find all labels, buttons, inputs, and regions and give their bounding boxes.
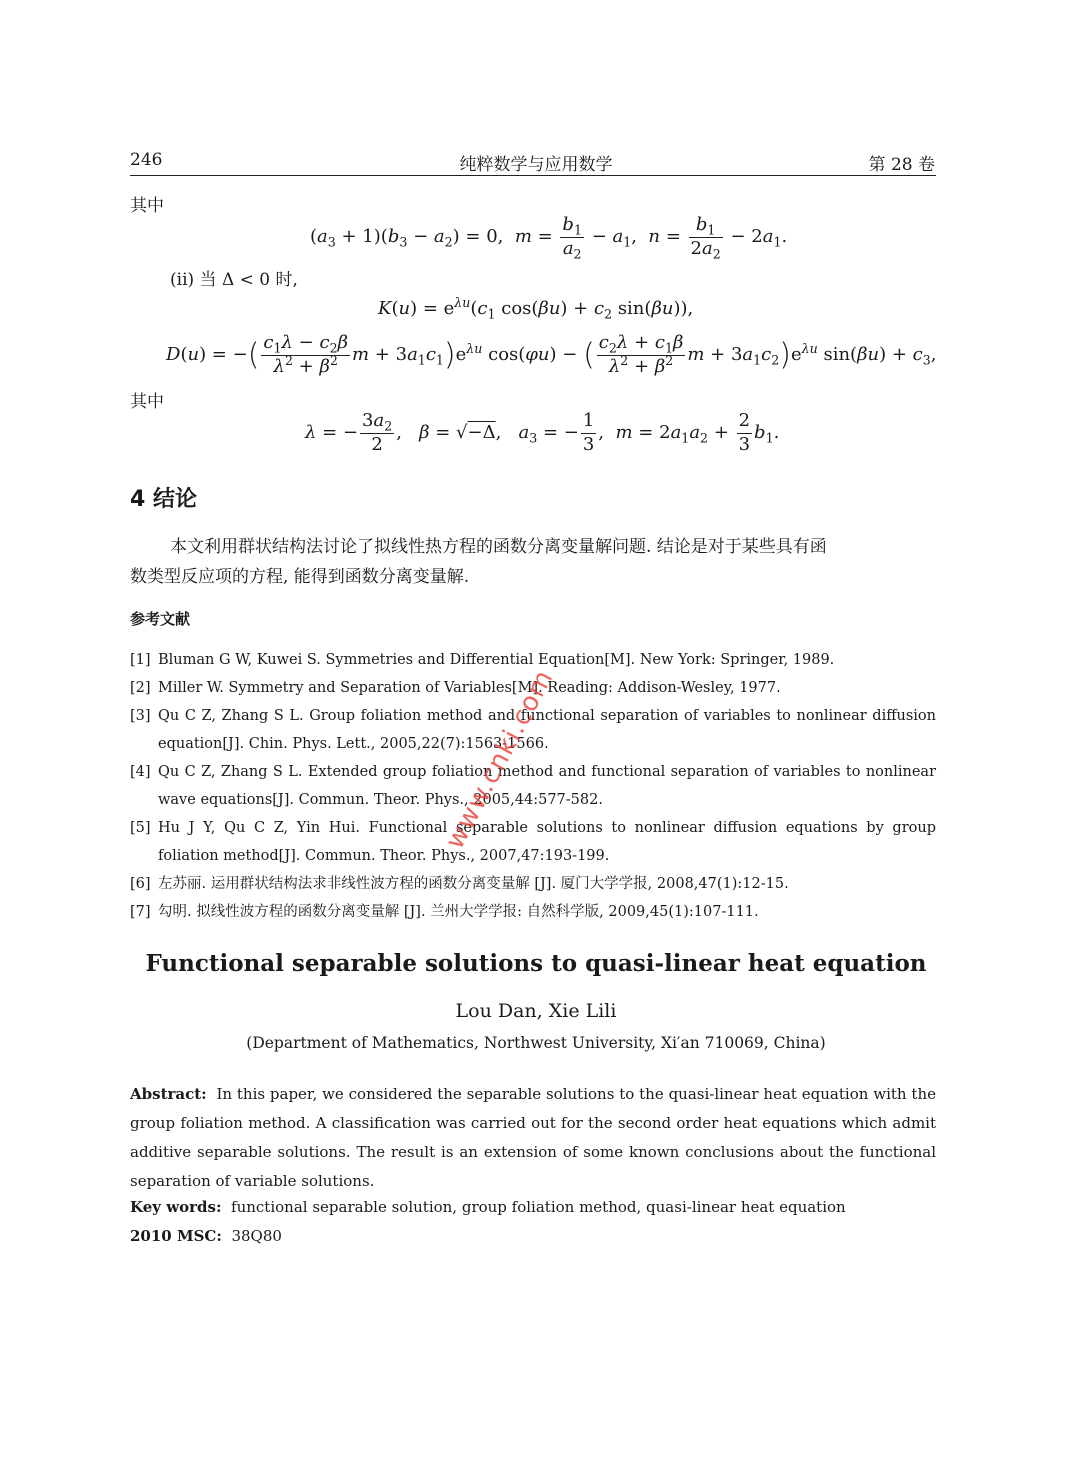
reference-text: 左苏丽. 运用群状结构法求非线性波方程的函数分离变量解 [J]. 厦门大学学报, 2008,47(1):12-15. (158, 876, 789, 892)
reference-number: [4] (130, 764, 151, 780)
abstract-text: In this paper, we considered the separable solutions to the quasi-linear heat equation with the group foliation method. A classification was carried out for the second order heat equations which admit additive separable solutions. The result is an extension of some known conclusions about the functional separation of variable solutions. (130, 1085, 936, 1190)
case-ii-label: (ii) 当 Δ < 0 时, (170, 270, 298, 290)
english-authors: Lou Dan, Xie Lili (455, 1000, 617, 1022)
reference-number: [1] (130, 652, 151, 668)
keywords-text: functional separable solution, group foliation method, quasi-linear heat equation (231, 1198, 846, 1216)
equation-k: $K(u) = e^{\lambda u}(c_1$ $\cos(\beta u) + c_2$ sin(βu)), (378, 295, 694, 322)
reference-number: [5] (130, 820, 151, 836)
reference-text: 勾明. 拟线性波方程的函数分离变量解 [J]. 兰州大学学报: 自然科学版, 2009,45(1):107-111. (158, 904, 759, 920)
english-title: Functional separable solutions to quasi-linear heat equation (145, 950, 927, 977)
header-rule (130, 175, 936, 176)
reference-item (130, 758, 936, 814)
equation-d: D(u) = −( $\frac{c_1\lambda - c_2\beta}{\lambda^2 + \beta^2}$ $m + 3a_1c_1)e^{\lambda u}$ cos(φu) − ( $\frac{c_2\lambda + c_1\beta}{\lambda^2 + \beta^2}$ $m + 3a_1c_2)e^{\lambda u}$ $\sin(\beta u) + c_3$, (166, 332, 937, 377)
conclusion-line-1: 本文利用群状结构法讨论了拟线性热方程的函数分离变量解问题. 结论是对于某些具有函 (170, 537, 827, 557)
reference-text: Bluman G W, Kuwei S. Symmetries and Differential Equation[M]. New York: Springer, 1989. (158, 652, 835, 668)
msc-text: 38Q80 (231, 1227, 282, 1245)
reference-number: [6] (130, 876, 151, 892)
reference-text: Miller W. Symmetry and Separation of Variables[M]. Reading: Addison-Wesley, 1977. (158, 680, 781, 696)
keywords-label: Key words: (130, 1198, 222, 1216)
section-title: 4 结论 (130, 487, 197, 512)
reference-number: [7] (130, 904, 151, 920)
abstract (130, 1080, 936, 1196)
journal-name: 纯粹数学与应用数学 (459, 155, 613, 175)
msc-label: 2010 MSC: (130, 1227, 222, 1245)
english-affiliation: (Department of Mathematics, Northwest University, Xi′an 710069, China) (246, 1034, 826, 1052)
reference-item (130, 898, 936, 926)
reference-text: Hu J Y, Qu C Z, Yin Hui. Functional separable solutions to nonlinear diffusion equations by group foliation method[J]. Commun. Theor. Phys., 2007,47:193-199. (158, 820, 936, 864)
volume-label: 第 28 卷 (868, 155, 935, 175)
equation-conditions-1: $(a_3 + 1)(b_3 - a_2) = 0$, m = $\frac{b_1}{a_2}$ − $a_1$, n = $\frac{b_1}{2a_2}$ − $2a_1$. (310, 214, 788, 262)
reference-text: Qu C Z, Zhang S L. Extended group foliation method and functional separation of variables to nonlinear wave equations[J]. Commun. Theor. Phys., 2005,44:577-582. (158, 764, 936, 808)
abstract-label: Abstract: (130, 1085, 207, 1103)
msc (130, 1227, 282, 1245)
page-number: 246 (130, 150, 163, 170)
reference-text: Qu C Z, Zhang S L. Group foliation method and functional separation of variables to nonlinear diffusion equation[J]. Chin. Phys. Lett., 2005,22(7):1563-1566. (158, 708, 936, 752)
where-label-1: 其中 (130, 196, 164, 216)
reference-number: [3] (130, 708, 151, 724)
references-title: 参考文献 (130, 610, 191, 628)
conclusion-line-2: 数类型反应项的方程, 能得到函数分离变量解. (130, 567, 470, 587)
watermark: www.cnki.com (440, 664, 560, 855)
keywords (130, 1198, 846, 1216)
reference-item (130, 814, 936, 870)
where-label-2: 其中 (130, 392, 164, 412)
reference-item (130, 870, 936, 898)
reference-number: [2] (130, 680, 151, 696)
equation-lambda: λ = − $\frac{3a_2}{2}$ , β = √−Δ, $a_3$ = − $\frac{1}{3}$ , $m = 2a_1a_2$ + $\frac{2}{3}$ $b_1$. (305, 410, 780, 455)
